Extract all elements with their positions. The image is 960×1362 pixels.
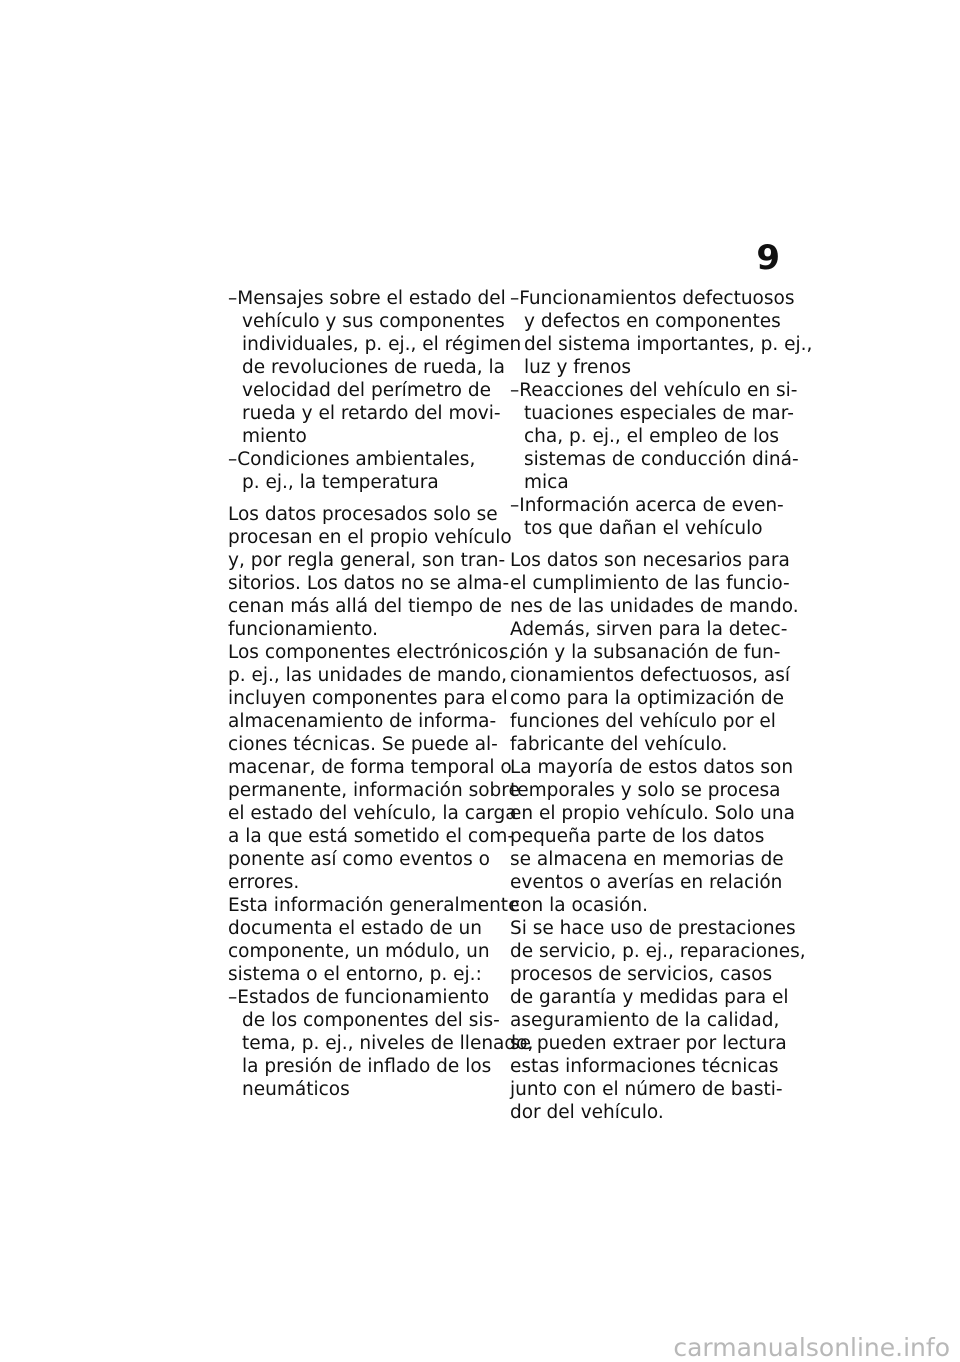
paragraph-line: se pueden extraer por lectura — [510, 1033, 787, 1054]
list-item-continuation: sistemas de conducción diná- — [524, 449, 799, 470]
paragraph-line: procesan en el propio vehículo — [228, 527, 512, 548]
list-item-continuation: miento — [242, 426, 307, 447]
paragraph-line: Además, sirven para la detec- — [510, 619, 788, 640]
paragraph-line: macenar, de forma temporal o — [228, 757, 512, 778]
list-item-continuation: del sistema importantes, p. ej., — [524, 334, 813, 355]
list-item-continuation: velocidad del perímetro de — [242, 380, 492, 401]
paragraph-line: sistema o el entorno, p. ej.: — [228, 964, 482, 985]
paragraph-line: funciones del vehículo por el — [510, 711, 776, 732]
paragraph-line: con la ocasión. — [510, 895, 648, 916]
paragraph-line: permanente, información sobre — [228, 780, 520, 801]
paragraph-line: junto con el número de basti- — [510, 1079, 783, 1100]
list-item-continuation: cha, p. ej., el empleo de los — [524, 426, 780, 447]
paragraph-line: se almacena en memorias de — [510, 849, 784, 870]
paragraph-line: procesos de servicios, casos — [510, 964, 773, 985]
list-item: –Estados de funcionamiento — [228, 987, 490, 1008]
paragraph-line: en el propio vehículo. Solo una — [510, 803, 795, 824]
paragraph-line: sitorios. Los datos no se alma- — [228, 573, 510, 594]
page-number: 9 — [756, 238, 780, 278]
paragraph-line: ponente así como eventos o — [228, 849, 490, 870]
list-item-continuation: la presión de inflado de los — [242, 1056, 492, 1077]
paragraph-line: funcionamiento. — [228, 619, 379, 640]
list-item: –Información acerca de even- — [510, 495, 784, 516]
list-item-continuation: neumáticos — [242, 1079, 350, 1100]
paragraph-line: cionamientos defectuosos, así — [510, 665, 791, 686]
list-item: –Condiciones ambientales, — [228, 449, 476, 470]
list-item: –Mensajes sobre el estado del — [228, 288, 506, 309]
list-item-continuation: luz y frenos — [524, 357, 632, 378]
list-item-continuation: tema, p. ej., niveles de llenado, — [242, 1033, 534, 1054]
paragraph-line: componente, un módulo, un — [228, 941, 490, 962]
paragraph-line: La mayoría de estos datos son — [510, 757, 794, 778]
list-item: –Funcionamientos defectuosos — [510, 288, 795, 309]
paragraph-line: ciones técnicas. Se puede al- — [228, 734, 498, 755]
watermark — [0, 1333, 960, 1362]
list-item-continuation: mica — [524, 472, 569, 493]
paragraph-line: a la que está sometido el com- — [228, 826, 515, 847]
right-column — [510, 287, 813, 1124]
paragraph-line: dor del vehículo. — [510, 1102, 664, 1123]
paragraph-line: Esta información generalmente — [228, 895, 520, 916]
paragraph-line: Los datos son necesarios para — [510, 550, 790, 571]
list-item-continuation: individuales, p. ej., el régimen — [242, 334, 522, 355]
list-item-continuation: tuaciones especiales de mar- — [524, 403, 794, 424]
paragraph-line: estas informaciones técnicas — [510, 1056, 779, 1077]
list-item-continuation: vehículo y sus componentes — [242, 311, 505, 332]
paragraph-line: de garantía y medidas para el — [510, 987, 789, 1008]
paragraph-line: fabricante del vehículo. — [510, 734, 728, 755]
paragraph-line: Si se hace uso de prestaciones — [510, 918, 796, 939]
paragraph-line: aseguramiento de la calidad, — [510, 1010, 780, 1031]
paragraph-line: pequeña parte de los datos — [510, 826, 765, 847]
watermark-text: carmanualsonline.info — [673, 1333, 950, 1362]
list-item-continuation: p. ej., la temperatura — [242, 472, 439, 493]
paragraph-line: temporales y solo se procesa — [510, 780, 781, 801]
paragraph-line: errores. — [228, 872, 300, 893]
list-item-continuation: y defectos en componentes — [524, 311, 781, 332]
list-item-continuation: rueda y el retardo del movi- — [242, 403, 501, 424]
paragraph-line: p. ej., las unidades de mando, — [228, 665, 508, 686]
paragraph-line: cenan más allá del tiempo de — [228, 596, 502, 617]
left-column — [228, 287, 534, 1101]
paragraph-line: como para la optimización de — [510, 688, 784, 709]
paragraph-line: eventos o averías en relación — [510, 872, 783, 893]
list-item-continuation: de los componentes del sis- — [242, 1010, 500, 1031]
paragraph-line: nes de las unidades de mando. — [510, 596, 799, 617]
paragraph-line: Los componentes electrónicos, — [228, 642, 515, 663]
paragraph-line: y, por regla general, son tran- — [228, 550, 506, 571]
paragraph-line: ción y la subsanación de fun- — [510, 642, 781, 663]
list-item: –Reacciones del vehículo en si- — [510, 380, 798, 401]
paragraph-line: Los datos procesados solo se — [228, 504, 498, 525]
paragraph-line: documenta el estado de un — [228, 918, 482, 939]
paragraph-line: almacenamiento de informa- — [228, 711, 497, 732]
paragraph-line: de servicio, p. ej., reparaciones, — [510, 941, 806, 962]
list-item-continuation: de revoluciones de rueda, la — [242, 357, 506, 378]
paragraph-line: el estado del vehículo, la carga — [228, 803, 517, 824]
list-item-continuation: tos que dañan el vehículo — [524, 518, 763, 539]
paragraph-line: incluyen componentes para el — [228, 688, 508, 709]
paragraph-line: el cumplimiento de las funcio- — [510, 573, 790, 594]
